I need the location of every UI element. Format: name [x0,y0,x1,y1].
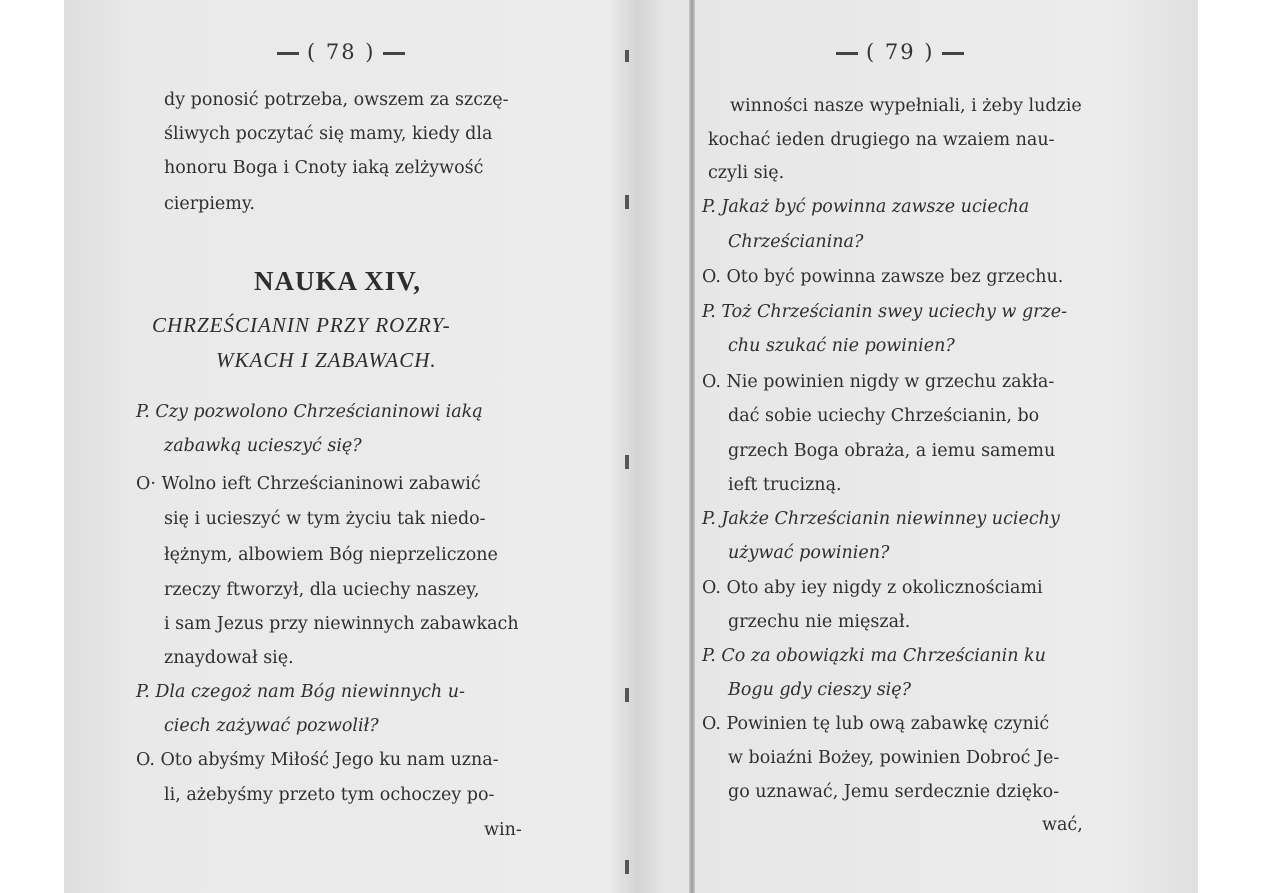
answer-line: znaydował się. [164,648,294,668]
answer-line: go uznawać, Jemu serdecznie dzięko- [728,782,1060,802]
catchword: win- [484,820,522,840]
page-number: ( 79 ) [828,40,972,64]
text-line: cierpiemy. [164,194,255,214]
question-line: P. Jakże Chrześcianin niewinney uciechy [702,509,1060,529]
text-line: czyli się. [708,163,785,183]
answer-line: w boiaźni Bożey, powinien Dobroć Je- [728,748,1060,768]
answer-line: O· Wolno ieft Chrześcianinowi zabawić [136,474,481,494]
catchword: wać, [1042,815,1083,835]
answer-line: łężnym, albowiem Bóg nieprzeliczone [164,545,498,565]
text-line: dy ponosić potrzeba, owszem za szczę- [164,90,509,110]
answer-line: grzech Boga obraża, a iemu samemu [728,441,1056,461]
section-heading: NAUKA XIV, [254,266,422,296]
section-subheading: CHRZEŚCIANIN PRZY ROZRY- [152,313,451,337]
question-line: P. Co za obowiązki ma Chrześcianin ku [702,646,1046,666]
left-page [64,0,624,893]
text-line: winności nasze wypełniali, i żeby ludzie [730,96,1082,116]
question-line: P. Jakaż być powinna zawsze uciecha [702,197,1030,217]
answer-line: O. Powinien tę lub ową zabawkę czynić [702,714,1050,734]
answer-line: li, ażebyśmy przeto tym ochoczey po- [164,785,495,805]
section-subheading: WKACH I ZABAWACH. [216,348,437,372]
binding-thread [625,688,629,702]
binding-thread [625,455,629,469]
answer-line: O. Oto abyśmy Miłość Jego ku nam uzna- [136,750,499,770]
answer-line: O. Nie powinien nigdy w grzechu zakła- [702,372,1055,392]
question-line: P. Toż Chrześcianin swey uciechy w grze- [702,302,1068,322]
question-line: używać powinien? [728,543,890,563]
answer-line: ieft trucizną. [728,475,842,495]
answer-line: i sam Jezus przy niewinnych zabawkach [164,614,519,634]
question-line: P. Czy pozwolono Chrześcianinowi iaką [136,402,483,422]
question-line: chu szukać nie powinien? [728,336,955,356]
question-line: Chrześcianina? [728,232,864,252]
text-line: śliwych poczytać się mamy, kiedy dla [164,124,493,144]
question-line: ciech zażywać pozwolił? [164,716,379,736]
right-page [632,0,1198,893]
answer-line: O. Oto aby iey nigdy z okolicznościami [702,578,1043,598]
text-line: kochać ieden drugiego na wzaiem nau- [708,130,1055,150]
answer-line: rzeczy ftworzył, dla uciechy naszey, [164,580,480,600]
page-number: ( 78 ) [269,40,413,64]
answer-line: O. Oto być powinna zawsze bez grzechu. [702,267,1064,287]
answer-line: dać sobie uciechy Chrześcianin, bo [728,406,1040,426]
answer-line: się i ucieszyć w tym życiu tak niedo- [164,509,486,529]
binding-thread [625,860,629,874]
binding-thread [625,195,629,209]
question-line: Bogu gdy cieszy się? [728,680,912,700]
question-line: P. Dla czegoż nam Bóg niewinnych u- [136,682,465,702]
question-line: zabawką ucieszyć się? [164,436,362,456]
binding-thread [625,50,629,62]
text-line: honoru Boga i Cnoty iaką zelżywość [164,158,484,178]
answer-line: grzechu nie mięszał. [728,612,911,632]
